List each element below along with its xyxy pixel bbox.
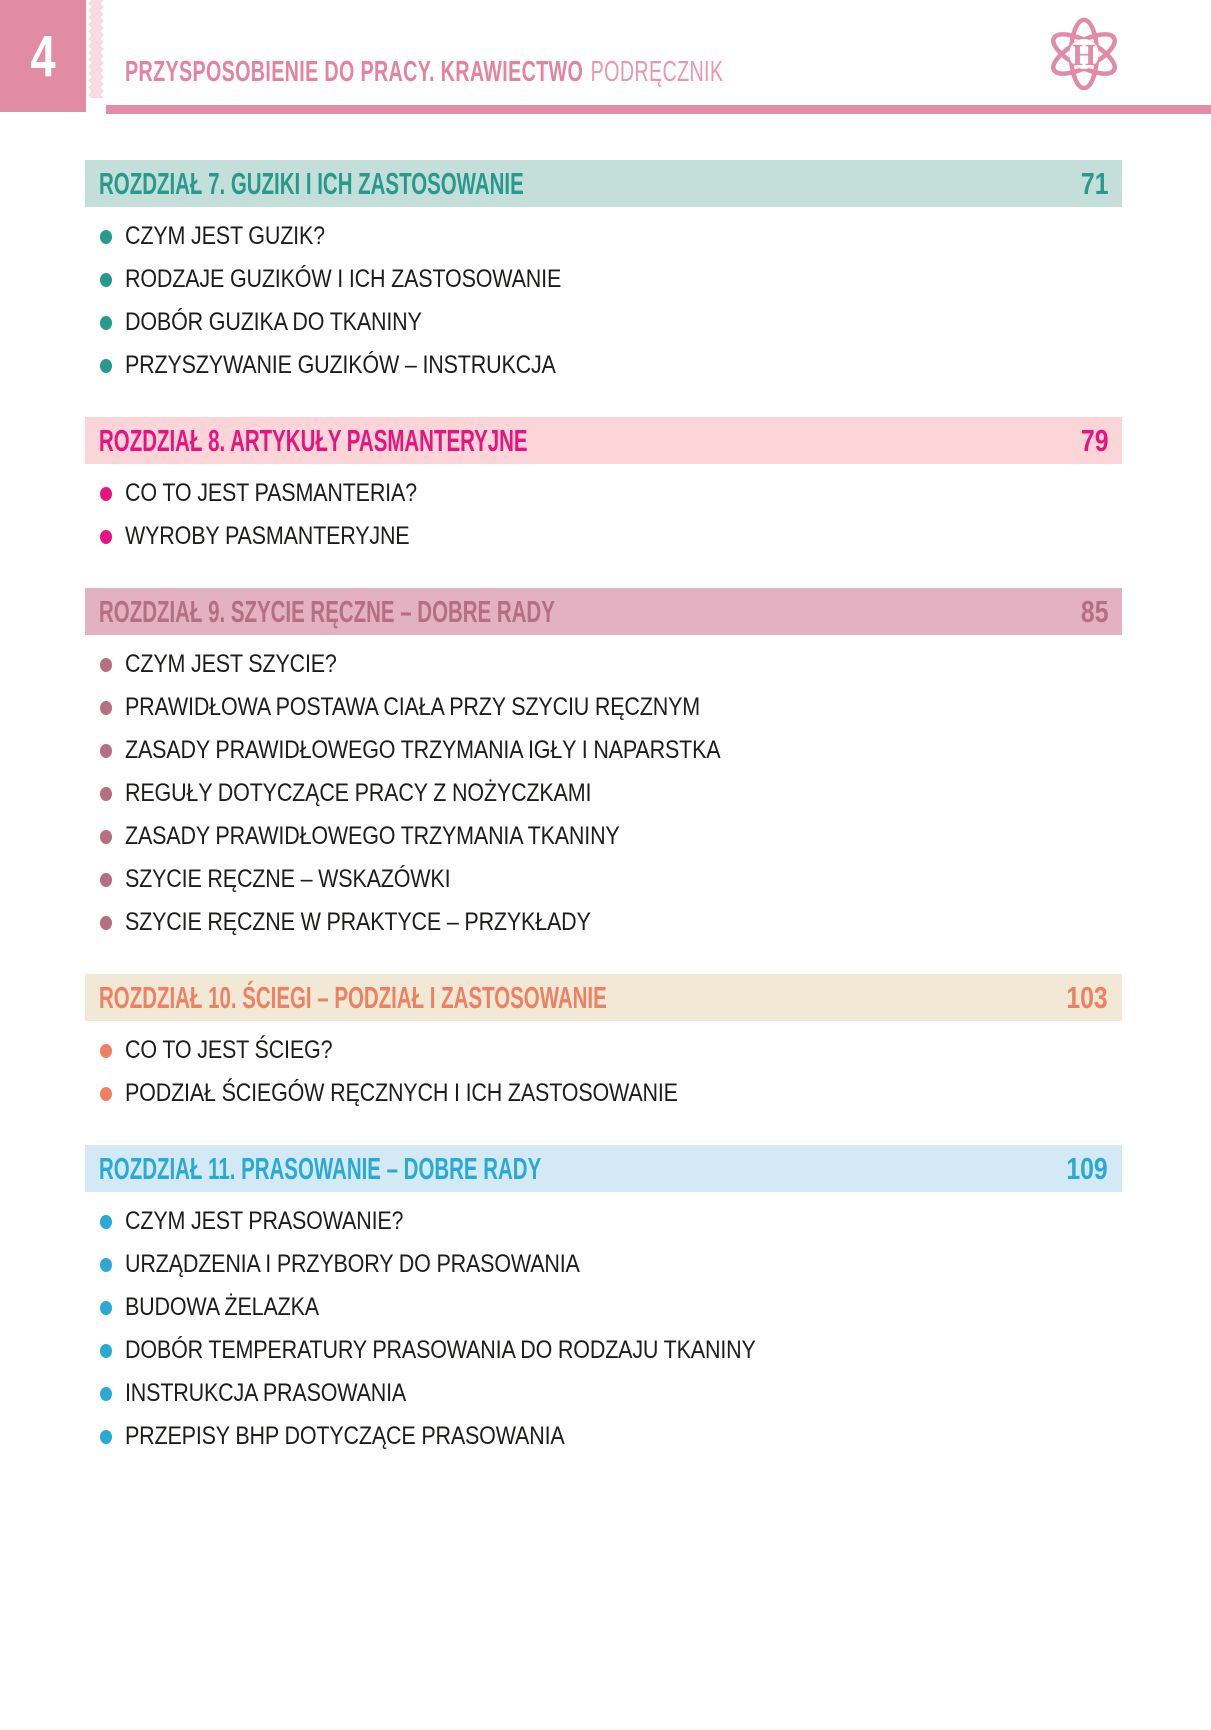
chapter-header-bar	[85, 588, 1122, 635]
toc-item	[100, 515, 1122, 558]
toc-item	[100, 1286, 1122, 1329]
toc-item	[100, 772, 1122, 815]
zigzag-decoration-icon	[88, 0, 104, 98]
page-number: 4	[30, 23, 56, 89]
chapter-topic-list	[85, 1192, 1122, 1458]
toc-item	[100, 1029, 1122, 1072]
chapter-header-bar	[85, 974, 1122, 1021]
page-number-box	[0, 0, 86, 112]
chapter-header-bar	[85, 160, 1122, 207]
bullet-icon	[100, 359, 112, 373]
bullet-icon	[100, 487, 112, 501]
book-subtitle: PODRĘCZNIK	[590, 56, 724, 88]
bullet-icon	[100, 916, 112, 930]
toc-item	[100, 1372, 1122, 1415]
chapter-page-number: 103	[1066, 979, 1108, 1015]
toc-item-label: CZYM JEST GUZIK?	[125, 222, 325, 250]
chapter-page-number: 79	[1080, 422, 1108, 458]
bullet-icon	[100, 1087, 112, 1101]
toc-item-label: PODZIAŁ ŚCIEGÓW RĘCZNYCH I ICH ZASTOSOWANIE	[125, 1079, 678, 1107]
toc-item-label: INSTRUKCJA PRASOWANIA	[125, 1379, 407, 1407]
toc-item	[100, 1200, 1122, 1243]
bullet-icon	[100, 273, 112, 287]
bullet-icon	[100, 873, 112, 887]
toc-item-label: SZYCIE RĘCZNE – WSKAZÓWKI	[125, 865, 451, 893]
toc-section	[85, 974, 1122, 1115]
toc-item-label: CO TO JEST ŚCIEG?	[125, 1036, 333, 1064]
toc-item	[100, 215, 1122, 258]
toc-item-label: BUDOWA ŻELAZKA	[125, 1293, 319, 1321]
bullet-icon	[100, 1344, 112, 1358]
chapter-title: ROZDZIAŁ 7. GUZIKI I ICH ZASTOSOWANIE	[99, 165, 524, 201]
toc-item-label: ZASADY PRAWIDŁOWEGO TRZYMANIA IGŁY I NAPARSTKA	[125, 736, 721, 764]
toc-item-label: RODZAJE GUZIKÓW I ICH ZASTOSOWANIE	[125, 265, 562, 293]
toc-item	[100, 301, 1122, 344]
running-head	[125, 56, 723, 90]
toc-item-label: CZYM JEST PRASOWANIE?	[125, 1207, 404, 1235]
chapter-title: ROZDZIAŁ 9. SZYCIE RĘCZNE – DOBRE RADY	[99, 593, 555, 629]
bullet-icon	[100, 787, 112, 801]
toc-item-label: URZĄDZENIA I PRZYBORY DO PRASOWANIA	[125, 1250, 580, 1278]
bullet-icon	[100, 530, 112, 544]
toc-item	[100, 815, 1122, 858]
chapter-topic-list	[85, 207, 1122, 387]
table-of-contents	[85, 130, 1122, 1458]
toc-item	[100, 901, 1122, 944]
toc-section	[85, 588, 1122, 944]
bullet-icon	[100, 1215, 112, 1229]
bullet-icon	[100, 1301, 112, 1315]
toc-item	[100, 258, 1122, 301]
bullet-icon	[100, 830, 112, 844]
chapter-title: ROZDZIAŁ 11. PRASOWANIE – DOBRE RADY	[99, 1150, 542, 1186]
toc-item-label: CO TO JEST PASMANTERIA?	[125, 479, 417, 507]
toc-item	[100, 1072, 1122, 1115]
bullet-icon	[100, 701, 112, 715]
bullet-icon	[100, 1430, 112, 1444]
toc-item	[100, 1415, 1122, 1458]
toc-section	[85, 417, 1122, 558]
toc-item-label: PRZEPISY BHP DOTYCZĄCE PRASOWANIA	[125, 1422, 565, 1450]
chapter-title: ROZDZIAŁ 10. ŚCIEGI – PODZIAŁ I ZASTOSOWANIE	[99, 979, 607, 1015]
toc-item-label: DOBÓR GUZIKA DO TKANINY	[125, 308, 422, 336]
toc-item-label: ZASADY PRAWIDŁOWEGO TRZYMANIA TKANINY	[125, 822, 620, 850]
toc-item-label: DOBÓR TEMPERATURY PRASOWANIA DO RODZAJU TKANINY	[125, 1336, 756, 1364]
chapter-header-bar	[85, 417, 1122, 464]
toc-item	[100, 1329, 1122, 1372]
chapter-topic-list	[85, 1021, 1122, 1115]
logo-letter: H	[1071, 37, 1097, 72]
chapter-page-number: 71	[1080, 165, 1108, 201]
chapter-title: ROZDZIAŁ 8. ARTYKUŁY PASMANTERYJNE	[99, 422, 528, 458]
toc-item	[100, 643, 1122, 686]
toc-item	[100, 1243, 1122, 1286]
bullet-icon	[100, 316, 112, 330]
toc-section	[85, 160, 1122, 387]
chapter-page-number: 109	[1066, 1150, 1108, 1186]
bullet-icon	[100, 1387, 112, 1401]
chapter-header-bar	[85, 1145, 1122, 1192]
toc-item-label: PRAWIDŁOWA POSTAWA CIAŁA PRZY SZYCIU RĘCZNYM	[125, 693, 701, 721]
book-title: PRZYSPOSOBIENIE DO PRACY. KRAWIECTWO	[125, 56, 584, 88]
toc-item	[100, 344, 1122, 387]
bullet-icon	[100, 744, 112, 758]
toc-item-label: WYROBY PASMANTERYJNE	[125, 522, 410, 550]
toc-item-label: CZYM JEST SZYCIE?	[125, 650, 337, 678]
toc-item-label: REGUŁY DOTYCZĄCE PRACY Z NOŻYCZKAMI	[125, 779, 592, 807]
chapter-topic-list	[85, 464, 1122, 558]
toc-item	[100, 858, 1122, 901]
bullet-icon	[100, 658, 112, 672]
bullet-icon	[100, 230, 112, 244]
toc-item-label: PRZYSZYWANIE GUZIKÓW – INSTRUKCJA	[125, 351, 556, 379]
toc-item	[100, 686, 1122, 729]
toc-item	[100, 472, 1122, 515]
bullet-icon	[100, 1044, 112, 1058]
publisher-logo-icon	[1046, 16, 1122, 92]
toc-item	[100, 729, 1122, 772]
chapter-page-number: 85	[1080, 593, 1108, 629]
bullet-icon	[100, 1258, 112, 1272]
chapter-topic-list	[85, 635, 1122, 944]
toc-item-label: SZYCIE RĘCZNE W PRAKTYCE – PRZYKŁADY	[125, 908, 591, 936]
header-rule	[106, 105, 1211, 114]
toc-section	[85, 1145, 1122, 1458]
